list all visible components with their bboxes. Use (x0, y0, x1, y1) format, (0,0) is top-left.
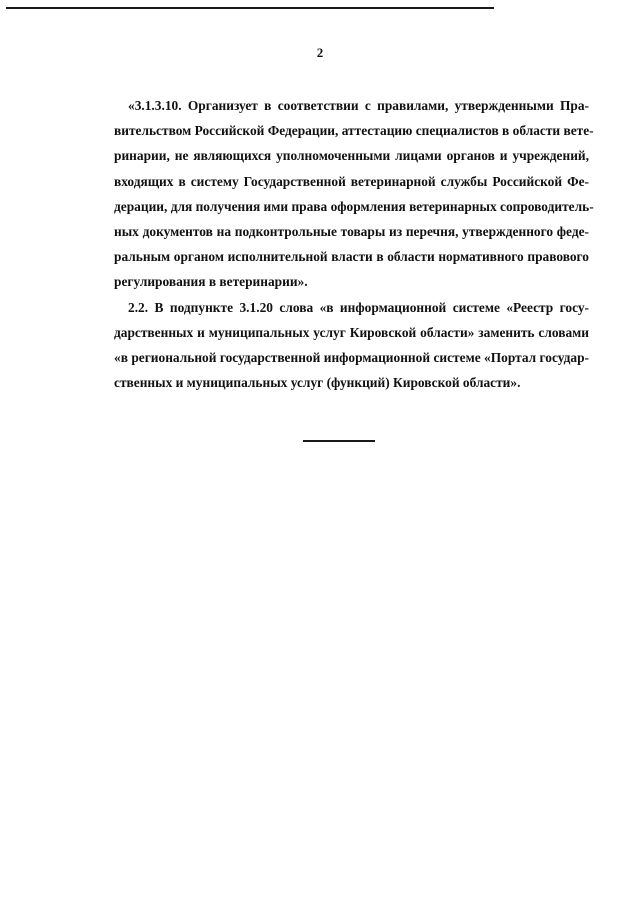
paragraph-2-2 (114, 295, 589, 396)
paragraph-3-1-3-10 (114, 93, 594, 295)
document-body (114, 93, 594, 395)
closing-rule (303, 440, 375, 442)
text-line: входящих в систему Государственной ветеринарной службы Российской Фе- (114, 173, 589, 189)
text-line: «3.1.3.10. Организует в соответствии с правилами, утвержденными Пра- (128, 98, 589, 113)
text-line: «в региональной государственной информационной системе «Портал государ- (114, 350, 589, 366)
text-line: вительством Российской Федерации, аттестацию специалистов в области вете- (114, 123, 594, 139)
text-line: 2.2. В подпункте 3.1.20 слова «в информационной системе «Реестр госу- (128, 299, 589, 315)
header-rule (6, 7, 494, 9)
text-line: ринарии, не являющихся уполномоченными лицами органов и учреждений, (114, 148, 589, 164)
text-line: ных документов на подконтрольные товары из перечня, утвержденного феде- (114, 224, 589, 240)
text-line: ственных и муниципальных услуг (функций) Кировской области». (114, 375, 521, 391)
text-line: ральным органом исполнительной власти в области нормативного правового (114, 249, 589, 265)
text-line: дарственных и муниципальных услуг Кировской области» заменить словами (114, 324, 589, 340)
page-number: 2 (316, 45, 324, 60)
text-line: дерации, для получения ими права оформления ветеринарных сопроводитель- (114, 198, 594, 214)
text-line: регулирования в ветеринарии». (114, 274, 308, 290)
